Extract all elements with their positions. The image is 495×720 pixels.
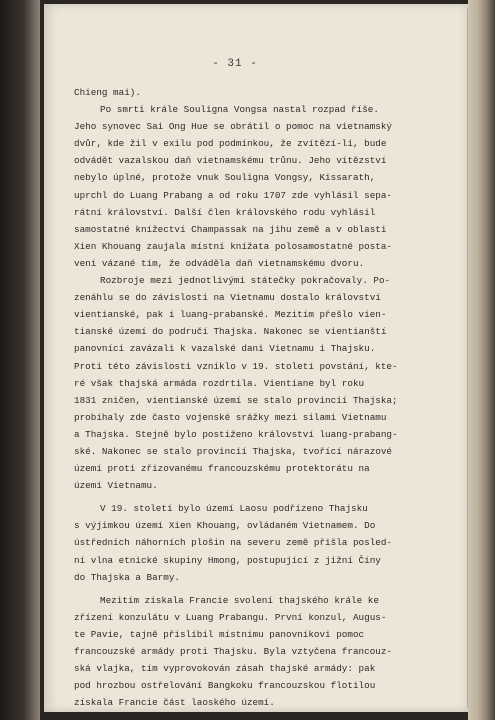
text-line: francouzské armády proti Thajsku. Byla vztyčena francouz- <box>74 646 393 657</box>
text-line: území proti zřizovanému francouzskému protektorátu na <box>74 463 370 475</box>
text-line: panovníci zavázali k vazalské dani Vietnamu i Thajsku. <box>74 343 376 355</box>
text-line: ré však thajská armáda rozdrtila. Vientiane byl roku <box>74 377 365 389</box>
text-line: tianské území do područí Thajska. Nakonec se vientianští <box>74 326 387 338</box>
paragraph <box>74 272 429 494</box>
text-line: Jeho synovec Sai Ong Hue se obrátil o pomoc na vietnamský <box>74 121 393 133</box>
text-line: ské. Nakonec se stalo provincií Thajska, tvořící nárazové <box>74 445 393 457</box>
paragraph <box>74 500 429 585</box>
text-line: te Pavie, tajně přislíbil místnímu panovníkovi pomoc <box>74 628 365 640</box>
text-line: ústředních náhorních plošin na severu země přišla posled- <box>74 537 393 549</box>
text-line: dvůr, kde žil v exilu pod podmínkou, že zvítězí-li, bude <box>74 138 387 150</box>
text-line: Chieng mai). <box>74 87 141 98</box>
background-left-edge <box>0 0 40 720</box>
paragraph <box>74 101 429 272</box>
text-line: ní vlna etnické skupiny Hmong, postupující z jižní Číny <box>74 554 381 566</box>
text-line: Proti této závislosti vzniklo v 19. století povstání, kte- <box>74 360 398 372</box>
text-line: získala Francie část laoského území. <box>74 697 275 709</box>
text-line: do Thajska a Barmy. <box>74 571 181 583</box>
text-line: V 19. století bylo území Laosu podřízeno Thajsku <box>100 503 368 515</box>
text-line: zenáhlu se do závislosti na Vietnamu dostalo království <box>74 292 381 304</box>
text-line: Rozbroje mezi jednotlivými státečky pokračovaly. Po- <box>100 275 391 287</box>
text-line: vientianské, pak i luang-prabanské. Mezitím přešlo vien- <box>74 309 387 321</box>
background-right-edge <box>468 0 495 720</box>
text-line: pod hrozbou ostřelování Bangkoku francouzskou flotilou <box>74 680 376 692</box>
text-line: nebylo úplné, protože vnuk Souligna Vongsy, Kissarath, <box>74 172 376 184</box>
text-line: zřízení konzulátu v Luang Prabangu. První konzul, Augus- <box>74 611 387 623</box>
text-line: 1831 zničen, vientianské území se stalo provincií Thajska; <box>74 394 398 406</box>
text-line: uprchl do Luang Prabang a od roku 1707 zde vyhlásil sepa- <box>74 189 393 201</box>
text-line: a Thajska. Stejně bylo postiženo království luang-prabang- <box>74 428 398 440</box>
document-body <box>74 84 429 711</box>
page-number: - 31 - <box>212 58 258 70</box>
paragraph <box>74 84 429 101</box>
text-line: s výjimkou území Xien Khouang, ovládaném Vietnamem. Do <box>74 520 376 532</box>
text-line: vení vázané tím, že odváděla daň vietnamskému dvoru. <box>74 257 365 269</box>
text-line: probíhaly zde často vojenské srážky mezi silami Vietnamu <box>74 411 387 423</box>
text-line: území Vietnamu. <box>74 480 158 492</box>
text-line: odvádět vazalskou daň vietnamskému trůnu. Jeho vítězství <box>74 155 387 167</box>
text-line: Xien Khouang zaujala místní knížata polosamostatné posta- <box>74 240 393 252</box>
text-line: samostatné knížectví Champassak na jihu země a v oblasti <box>74 223 387 235</box>
text-line: Po smrti krále Souligna Vongsa nastal rozpad říše. <box>100 104 379 116</box>
text-line: rátní království. Další člen královského rodu vyhlásil <box>74 206 376 218</box>
paragraph <box>74 592 429 712</box>
text-line: ská vlajka, tím vyprovokován zásah thajské armády: pak <box>74 663 376 675</box>
text-line: Mezitím získala Francie svolení thajského krále ke <box>100 594 379 606</box>
